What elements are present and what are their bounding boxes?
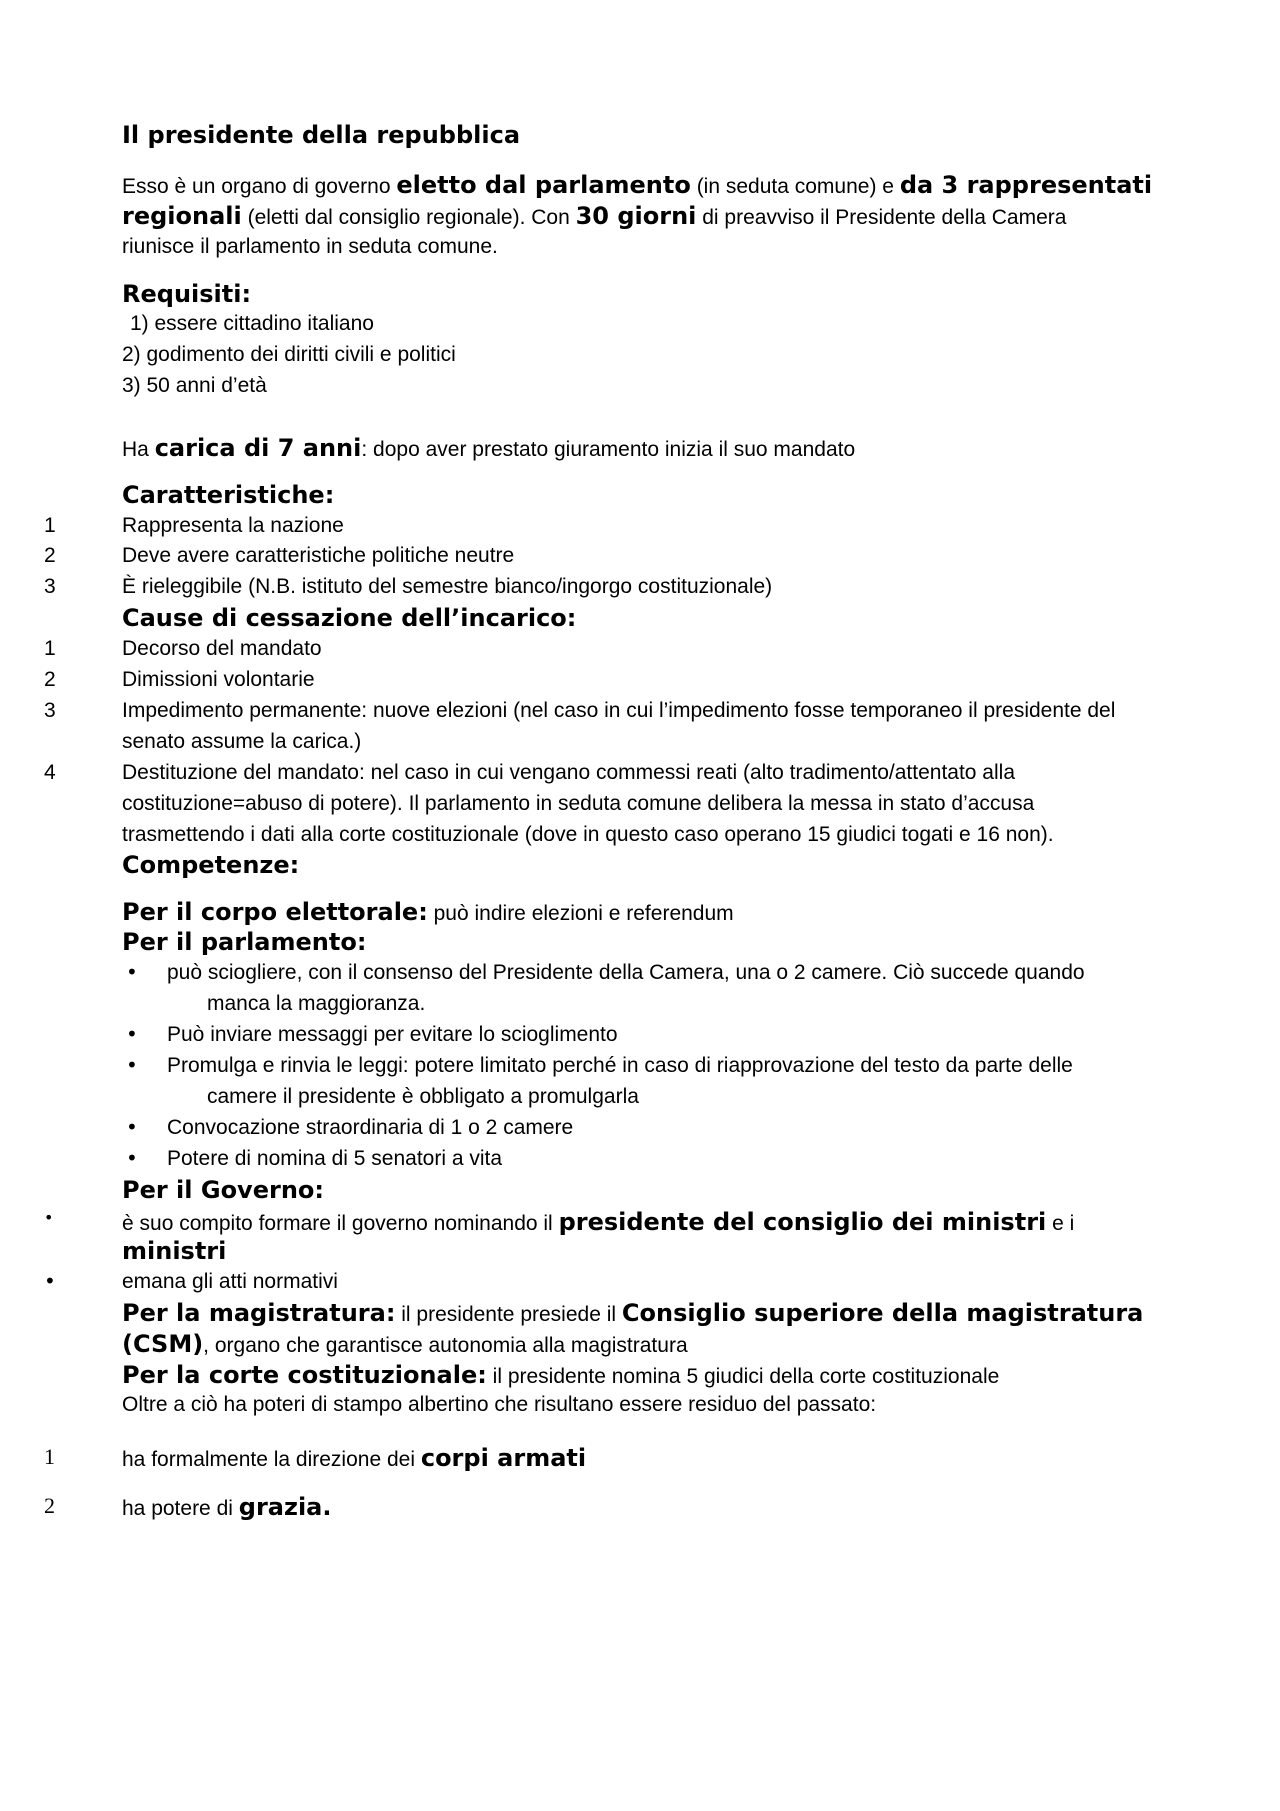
cessazione-item-3-line-2: senato assume la carica.) xyxy=(122,730,362,753)
page-title: Il presidente della repubblica xyxy=(122,121,521,149)
caratteristiche-number-2: 2 xyxy=(44,544,56,567)
albertino-item-1: ha formalmente la direzione dei corpi armati xyxy=(122,1444,587,1472)
cessazione-item-4-line-3: trasmettendo i dati alla corte costituzionale (dove in questo caso operano 15 giudici togati e 16 non). xyxy=(122,823,1054,846)
caratteristiche-item-1: Rappresenta la nazione xyxy=(122,514,344,537)
cessazione-item-1: Decorso del mandato xyxy=(122,637,322,660)
corpo-elettorale-line: Per il corpo elettorale: può indire elezioni e referendum xyxy=(122,898,734,926)
cessazione-number-3: 3 xyxy=(44,699,56,722)
cessazione-number-2: 2 xyxy=(44,668,56,691)
cessazione-number-1: 1 xyxy=(44,637,56,660)
requisito-item-3: 3) 50 anni d’età xyxy=(122,374,267,397)
parlamento-item-d: Convocazione straordinaria di 1 o 2 camere xyxy=(167,1116,574,1139)
governo-line-3: emana gli atti normativi xyxy=(122,1270,338,1293)
corte-costituzionale-line: Per la corte costituzionale: il presidente nomina 5 giudici della corte costituzionale xyxy=(122,1361,1000,1389)
bullet: • xyxy=(126,1146,138,1170)
competenze-heading: Competenze: xyxy=(122,851,300,879)
bullet: • xyxy=(126,1022,138,1046)
cessazione-item-4-line-1: Destituzione del mandato: nel caso in cui vengano commessi reati (alto tradimento/attentato alla xyxy=(122,761,1015,784)
cessazione-item-2: Dimissioni volontarie xyxy=(122,668,315,691)
parlamento-item-b: Può inviare messaggi per evitare lo scioglimento xyxy=(167,1023,618,1046)
bullet: • xyxy=(126,1115,138,1139)
bullet: • xyxy=(44,1208,54,1227)
albertino-item-2: ha potere di grazia. xyxy=(122,1493,332,1521)
intro-line-2: regionali (eletti dal consiglio regionale). Con 30 giorni di preavviso il Presidente della Camera xyxy=(122,202,1067,230)
intro-line-1: Esso è un organo di governo eletto dal parlamento (in seduta comune) e da 3 rappresentati xyxy=(122,171,1153,199)
requisiti-heading: Requisiti: xyxy=(122,280,252,308)
cessazione-number-4: 4 xyxy=(44,761,56,784)
parlamento-item-e: Potere di nomina di 5 senatori a vita xyxy=(167,1147,503,1170)
parlamento-heading: Per il parlamento: xyxy=(122,928,367,956)
bullet: • xyxy=(126,1053,138,1077)
parlamento-item-a-line-2: manca la maggioranza. xyxy=(207,992,426,1015)
caratteristiche-number-3: 3 xyxy=(44,575,56,598)
caratteristiche-item-2: Deve avere caratteristiche politiche neutre xyxy=(122,544,515,567)
parlamento-item-c-line-2: camere il presidente è obbligato a promulgarla xyxy=(207,1085,639,1108)
cessazione-item-3-line-1: Impedimento permanente: nuove elezioni (nel caso in cui l’impedimento fosse temporaneo il presidente del xyxy=(122,699,1116,722)
requisito-item-1: 1) essere cittadino italiano xyxy=(130,312,374,335)
caratteristiche-heading: Caratteristiche: xyxy=(122,481,335,509)
albertino-number-2: 2 xyxy=(44,1493,55,1518)
cessazione-heading: Cause di cessazione dell’incarico: xyxy=(122,604,577,632)
governo-line-2: ministri xyxy=(122,1237,227,1265)
caratteristiche-number-1: 1 xyxy=(44,514,56,537)
oltre-line: Oltre a ciò ha poteri di stampo albertino che risultano essere residuo del passato: xyxy=(122,1393,877,1416)
carica-line: Ha carica di 7 anni: dopo aver prestato giuramento inizia il suo mandato xyxy=(122,434,856,462)
albertino-number-1: 1 xyxy=(44,1444,55,1469)
bullet: • xyxy=(44,1269,56,1293)
parlamento-item-a-line-1: può sciogliere, con il consenso del Presidente della Camera, una o 2 camere. Ciò succede quando xyxy=(167,961,1085,984)
caratteristiche-item-3: È rieleggibile (N.B. istituto del semestre bianco/ingorgo costituzionale) xyxy=(122,575,773,598)
magistratura-line-2: (CSM), organo che garantisce autonomia alla magistratura xyxy=(122,1330,688,1358)
magistratura-line-1: Per la magistratura: il presidente presiede il Consiglio superiore della magistratura xyxy=(122,1299,1144,1327)
governo-line-1: è suo compito formare il governo nominando il presidente del consiglio dei ministri e i xyxy=(122,1208,1075,1236)
parlamento-item-c-line-1: Promulga e rinvia le leggi: potere limitato perché in caso di riapprovazione del testo da parte delle xyxy=(167,1054,1073,1077)
requisito-item-2: 2) godimento dei diritti civili e politici xyxy=(122,343,456,366)
intro-line-3: riunisce il parlamento in seduta comune. xyxy=(122,235,498,258)
governo-heading: Per il Governo: xyxy=(122,1176,324,1204)
bullet: • xyxy=(126,960,138,984)
cessazione-item-4-line-2: costituzione=abuso di potere). Il parlamento in seduta comune delibera la messa in stato d’accusa xyxy=(122,792,1035,815)
